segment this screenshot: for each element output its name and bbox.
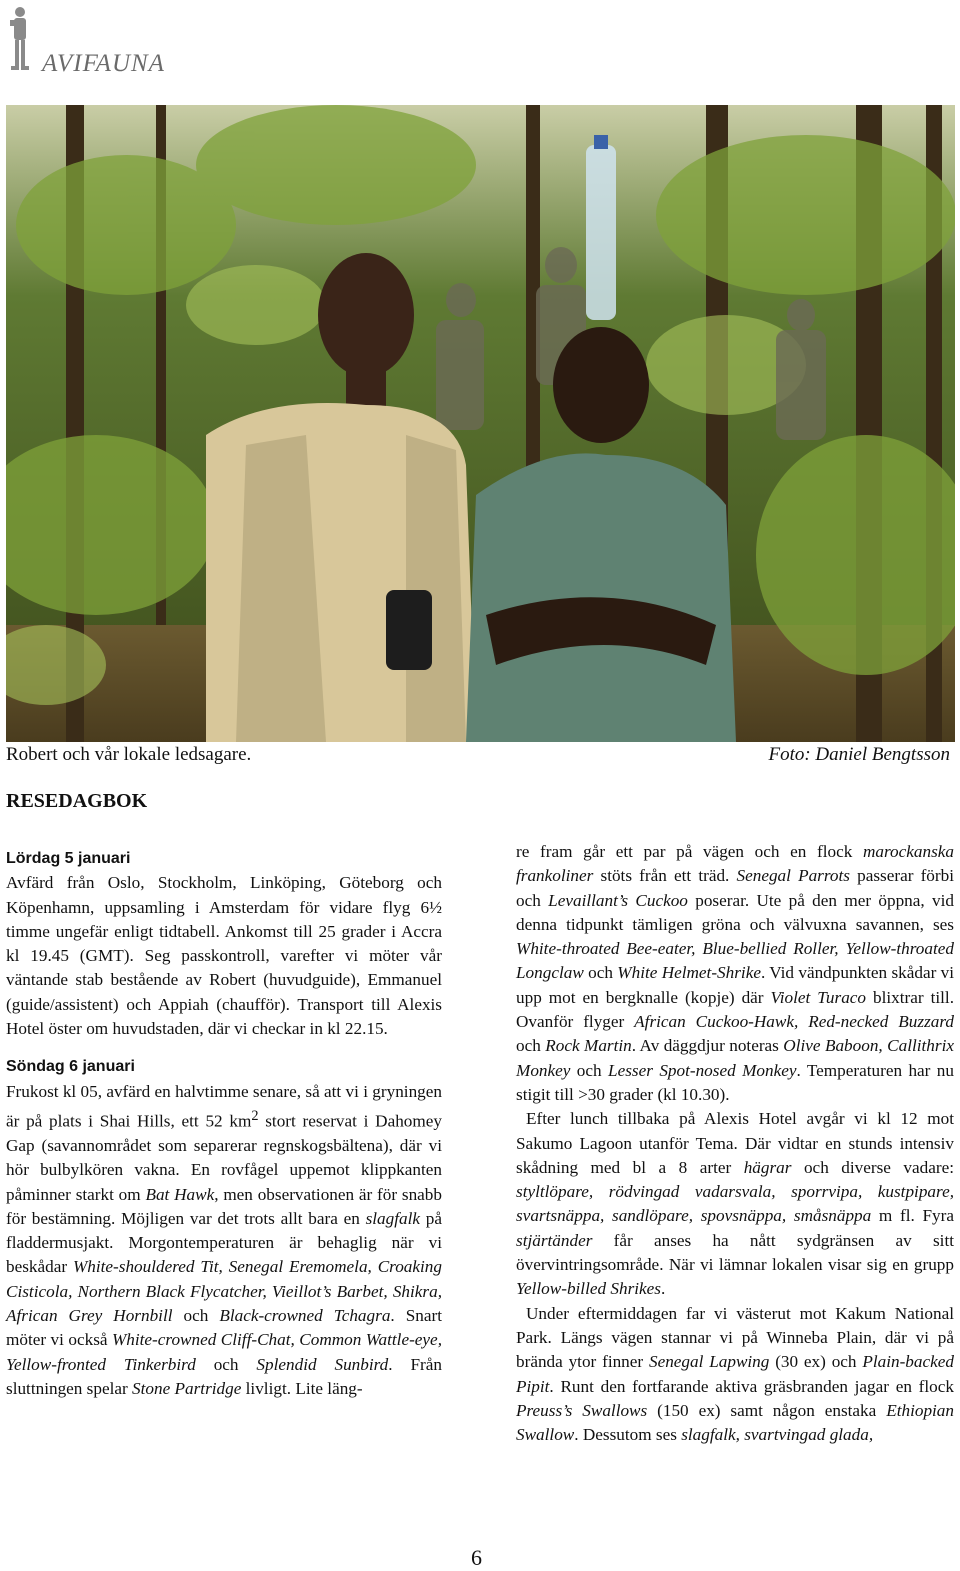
right-paragraph-2: Efter lunch tillbaka på Alexis Hotel avgår vi kl 12 mot Sakumo Lagoon utanför Tema. Där vidtar en stunds intensiv skådning med bl a 8 arter hägrar och diverse vadare: styltlöpare, rödvingad vadarsvala, sporrvipa, kustpipare, svartsnäppa, sandlöpare, spovsnäppa, småsnäppa m fl. Fyra stjärtänder får anses ha nått sydgränsen av sitt övervintringsområde. När vi lämnar lokalen visar sig en grupp Yellow-billed Shrikes. (516, 1109, 954, 1299)
day2-text: Frukost kl 05, avfärd en halvtimme senare, så att vi i gryningen är på plats i Shai Hills, ett 52 $km^2$ stort reservat i Dahomey Gap (savannområdet som separerar regnskogsbältena), där vi hör bulbylkören vakna. En rovfågel uppemot klippkanten påminner starkt om Bat Hawk, men observationen är för snabb för bestämning. Möjligen var det trots allt bara en slagfalk på fladdermusjakt. Morgontemperaturen är behaglig när vi beskådar White-shouldered Tit, Senegal Eremomela, Croaking Cisticola, Northern Black Flycatcher, Vieillot’s Barbet, Shikra, African Grey Hornbill och Black-crowned Tchagra. Snart möter vi också White-crowned Cliff-Chat, Common Wattle-eye, Yellow-fronted Tinkerbird och Splendid Sunbird. Från sluttningen spelar Stone Partridge livligt. Lite läng- (6, 1081, 443, 1398)
day2-date: Söndag 6 januari (6, 1058, 135, 1076)
avifauna-logo (6, 6, 206, 76)
birdwatcher-logo-icon (6, 6, 32, 72)
section-title: RESEDAGBOK (6, 790, 148, 812)
brand-name: AVIFAUNA (42, 50, 165, 77)
photo (6, 105, 955, 742)
photo-credit: Foto: Daniel Bengtsson (768, 744, 950, 765)
day1-date: Lördag 5 januari (6, 850, 131, 867)
left-column (6, 847, 442, 1401)
day1-text: Avfärd från Oslo, Stockholm, Linköping, Göteborg och Köpenhamn, uppsamling i Amsterdam för vidare flyg 6½ timme ungefär enligt tidtabell. Ankomst till 25 grader i Accra kl 19.45 (GMT). Seg passkontroll, varefter vi möter vår väntande stab bestående av Robert (huvudguide), Emmanuel (guide/assistent) och Appiah (chaufför). Transport till Alexis Hotel öster om huvudstaden, där vi checkar in kl 22.15. (6, 873, 442, 1039)
right-paragraph-1: re fram går ett par på vägen och en flock marockanska frankoliner stöts från ett träd. Senegal Parrots passerar förbi och Levaillant’s Cuckoo poserar. Ute på den mer öppna, vid denna tidpunkt tämligen gröna och välvuxna savannen, ses White-throated Bee-eater, Blue-bellied Roller, Yellow-throated Longclaw och White Helmet-Shrike. Vid vändpunkten skådar vi upp mot en bergknalle (kopje) där Violet Turaco blixtrar till. Ovanför flyger African Cuckoo-Hawk, Red-necked Buzzard och Rock Martin. Av däggdjur noteras Olive Baboon, Callithrix Monkey och Lesser Spot-nosed Monkey. Temperaturen har nu stigit till >30 grader (kl 10.30). (516, 842, 954, 1104)
forest-photo-image (6, 105, 955, 742)
right-paragraph-3: Under eftermiddagen far vi västerut mot Kakum National Park. Längs vägen stannar vi på Winneba Plain, där vi på brända ytor finner Senegal Lapwing (30 ex) och Plain-backed Pipit. Runt den fortfarande aktiva gräsbranden jagar en flock Preuss’s Swallows (150 ex) samt någon enstaka Ethiopian Swallow. Dessutom ses slagfalk, svartvingad glada, (516, 1303, 954, 1445)
page-number: 6 (471, 1545, 482, 1570)
photo-caption: Robert och vår lokale ledsagare. (6, 744, 252, 765)
right-column (516, 840, 954, 1447)
